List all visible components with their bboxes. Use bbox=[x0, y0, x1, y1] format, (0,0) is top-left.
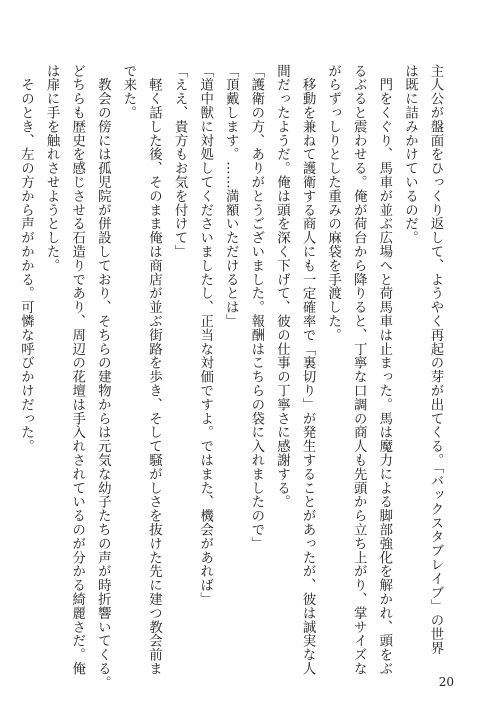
text-line: は扉に手を触れさせようとした。 bbox=[44, 64, 60, 273]
text-line: は既に詰みかけているのだ。 bbox=[402, 64, 418, 245]
text-line: そのとき、左の方から声がかかる。可憐な呼びかけだった。 bbox=[18, 64, 34, 454]
dialogue-line: 「ええ、貴方もお気を付けて」 bbox=[172, 64, 188, 259]
text-line: で来た。 bbox=[120, 64, 136, 120]
text-line: 移動を兼ねて護衛する商人にも一定確率で「裏切り」が発生することがあったが、彼は誠実な人 bbox=[300, 64, 316, 676]
text-line: るぶると震わせる。俺が荷台から降りると、丁寧な口調の商人も先頭から立ち上がり、掌サイズな bbox=[351, 64, 367, 676]
dialogue-line: 「道中獣に対処してくださいましたし、正当な対価ですよ。ではまた、機会があれば」 bbox=[197, 64, 213, 607]
page-number: 20 bbox=[438, 675, 454, 689]
text-line: 教会の傍には孤児院が併設しており、そちらの建物からは元気な幼子たちの声が時折響いてくる。 bbox=[95, 64, 111, 690]
text-line: 門をくぐり、馬車が並ぶ広場へと荷馬車は止まった。馬は魔力による脚部強化を解かれ、頭をぶ bbox=[376, 64, 392, 676]
text-line: 軽く話した後、そのまま俺は商店が並ぶ街路を歩き、そして騒がしさを抜けた先に建つ教会前ま bbox=[146, 64, 162, 676]
text-line: 主人公が盤面をひっくり返して、ようやく再起の芽が出てくる。「バックスタブレイブ」の世界 bbox=[428, 64, 443, 655]
text-line: どちらも歴史を感じさせる石造りであり、周辺の花壇は手入れされているのが分かる綺麗さだ。俺 bbox=[69, 64, 85, 676]
text-line: 間だったようだ。俺は頭を深く下げて、彼の仕事の丁寧さに感謝する。 bbox=[274, 64, 290, 509]
dialogue-line: 「護衛の方、ありがとうございました。報酬はこちらの袋に入れましたので」 bbox=[248, 64, 264, 551]
text-line: がらずっしりとした重みの麻袋を手渡した。 bbox=[325, 64, 341, 342]
dialogue-line: 「頂戴します。……満額いただけるとは」 bbox=[223, 64, 239, 329]
